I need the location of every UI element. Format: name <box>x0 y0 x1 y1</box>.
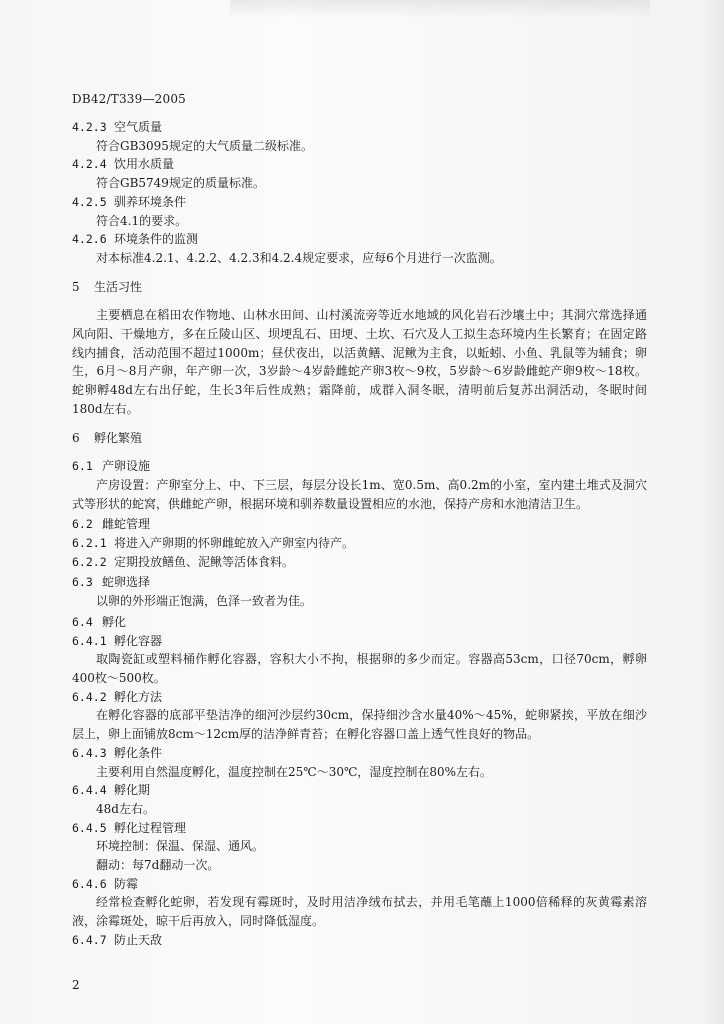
paragraph: 取陶瓷缸或塑料桶作孵化容器，容积大小不拘，根据卵的多少而定。容器高53cm，口径70cm，孵卵400枚～500枚。 <box>72 652 647 685</box>
clause-number: 5 <box>72 279 80 294</box>
document-id-header: DB42/T339—2005 <box>72 92 186 106</box>
scan-shadow-right <box>702 0 724 1024</box>
clause-number: 6.2.2 <box>72 554 107 569</box>
subsection-heading <box>72 573 647 592</box>
clause-title: 定期投放鳝鱼、泥鳅等活体食料。 <box>114 554 295 569</box>
clause-heading <box>72 744 647 763</box>
clause-number: 6.4.6 <box>72 876 107 891</box>
clause-text: 符合4.1的要求。 <box>96 213 188 228</box>
clause-title: 驯养环境条件 <box>114 194 187 209</box>
subsection-heading <box>72 457 647 476</box>
subsection-heading <box>72 515 647 534</box>
paragraph: 产房设置：产卵室分上、中、下三层，每层分设长1m、宽0.5m、高0.2m的小室，室内建土堆式及洞穴式等形状的蛇窝，供雌蛇产卵，根据环境和驯养数量设置相应的水池，保持产房和水池清洁卫生。 <box>72 477 647 511</box>
clause-number: 4.2.4 <box>72 157 107 172</box>
section-heading <box>72 429 647 448</box>
clause-title: 生活习性 <box>94 279 143 294</box>
clause-title: 蛇卵选择 <box>102 575 151 590</box>
clause-number: 6.4.1 <box>72 633 107 648</box>
clause-title: 饮用水质量 <box>114 157 175 172</box>
clause-title: 防止天敌 <box>114 932 163 947</box>
clause-text: 翻动：每7d翻动一次。 <box>96 858 220 873</box>
clause-number: 6.2 <box>72 517 93 532</box>
clause-heading <box>72 931 647 950</box>
clause-heading <box>72 875 647 894</box>
clause-number: 6.4.2 <box>72 689 107 704</box>
clause-heading <box>72 632 647 651</box>
clause-heading <box>72 155 647 174</box>
clause-title: 孵化过程管理 <box>114 820 187 835</box>
clause-text: 符合GB3095规定的大气质量二级标准。 <box>96 138 313 153</box>
clause-number: 6.4.3 <box>72 745 107 760</box>
paragraph: 经常检查孵化蛇卵，若发现有霉斑时，及时用洁净绒布拭去，并用毛笔蘸上1000倍稀释的灰黄霉素溶液，涂霉斑处，晾干后再放入，同时降低湿度。 <box>72 895 647 929</box>
section-heading <box>72 278 647 297</box>
clause-heading <box>72 688 647 707</box>
clause-title: 孵化容器 <box>114 633 163 648</box>
subsection-heading <box>72 613 647 632</box>
clause-number: 4.2.6 <box>72 232 107 247</box>
clause-text: 环境控制：保温、保湿、通风。 <box>96 839 265 854</box>
clause-title: 空气质量 <box>114 120 163 134</box>
clause-text: 对本标准4.2.1、4.2.2、4.2.3和4.2.4规定要求，应每6个月进行一次监测。 <box>96 250 502 265</box>
clause-heading <box>72 534 647 553</box>
clause-heading <box>72 230 647 249</box>
clause-title: 环境条件的监测 <box>114 232 199 247</box>
paragraph: 主要栖息在稻田农作物地、山林水田间、山村溪流旁等近水地域的风化岩石沙壤土中；其洞穴常选择通风向阳、干燥地方，多在丘陵山区、坝埂乱石、田埂、土坎、石穴及人工拟生态环境内生长繁育；在固定路线内捕食，活动范围不超过1000m；昼伏夜出，以活黄鳝、泥鳅为主食，以蚯蚓、小鱼、乳鼠等为辅食；卵生，6月～8月产卵，年产卵一次，3岁龄～4岁龄雌蛇产卵3枚～9枚，5岁龄～6岁龄雌蛇产卵9枚～18枚。蛇卵孵48d左右出仔蛇，生长3年后性成熟；霜降前，成群入洞冬眠，清明前后复苏出洞活动，冬眠时间180d左右。 <box>72 308 647 416</box>
clause-title: 孵化繁殖 <box>94 430 143 445</box>
clause-number: 6.3 <box>72 575 93 590</box>
page-number: 2 <box>72 978 80 992</box>
clause-number: 4.2.5 <box>72 194 107 209</box>
clause-title: 孵化条件 <box>114 745 163 760</box>
clause-number: 6.2.1 <box>72 536 107 551</box>
clause-title: 产卵设施 <box>102 459 151 474</box>
clause-heading <box>72 553 647 572</box>
clause-number: 6.4.5 <box>72 820 107 835</box>
clause-heading <box>72 118 647 137</box>
clause-heading <box>72 781 647 800</box>
clause-number: 4.2.3 <box>72 120 107 134</box>
clause-number: 6.1 <box>72 459 93 474</box>
clause-number: 6.4 <box>72 614 93 629</box>
clause-text: 符合GB5749规定的质量标准。 <box>96 176 265 191</box>
clause-title: 雌蛇管理 <box>102 517 151 532</box>
scan-shadow-top <box>230 0 650 18</box>
clause-number: 6 <box>72 430 80 445</box>
clause-text: 48d左右。 <box>96 801 155 816</box>
clause-title: 将进入产卵期的怀卵雌蛇放入产卵室内待产。 <box>114 536 355 551</box>
clause-title: 孵化期 <box>114 783 151 798</box>
clause-title: 孵化方法 <box>114 689 163 704</box>
document-body <box>72 118 647 950</box>
clause-title: 防霉 <box>114 876 139 891</box>
clause-heading <box>72 193 647 212</box>
clause-number: 6.4.4 <box>72 783 107 798</box>
clause-number: 6.4.7 <box>72 932 107 947</box>
clause-heading <box>72 819 647 838</box>
paragraph: 在孵化容器的底部平垫洁净的细河沙层约30cm，保持细沙含水量40%～45%，蛇卵紧挨，平放在细沙层上，卵上面铺放8cm～12cm厚的洁净鲜青苔；在孵化容器口盖上透气性良好的物品。 <box>72 708 647 742</box>
clause-text: 以卵的外形端正饱满，色泽一致者为佳。 <box>96 594 313 609</box>
clause-text: 主要利用自然温度孵化，温度控制在25℃～30℃，湿度控制在80%左右。 <box>96 764 493 779</box>
clause-title: 孵化 <box>102 614 127 629</box>
